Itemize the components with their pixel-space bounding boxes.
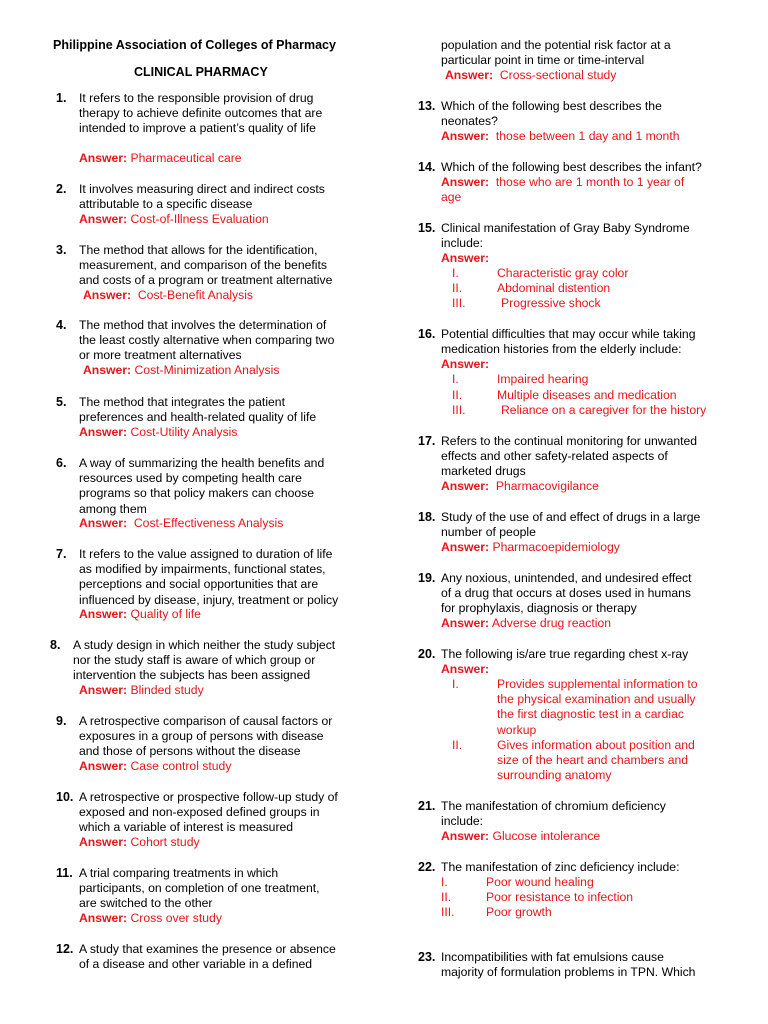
roman-numeral: II.: [452, 281, 463, 295]
answer: [441, 829, 600, 844]
question-number: 22.: [418, 860, 436, 874]
question-text: The manifestation of chromium deficiency include:: [441, 799, 666, 829]
question-number: 14.: [418, 160, 436, 174]
document-organization: Philippine Association of Colleges of Pharmacy: [53, 38, 336, 52]
question-text: A study that examines the presence or absence of a disease and other variable in a defined: [79, 942, 336, 972]
question-text: A retrospective or prospective follow-up study of exposed and non-exposed defined groups in which a variable of interest is measured: [79, 790, 338, 835]
answer: [441, 129, 680, 144]
answer-text: Cost-Minimization Analysis: [134, 363, 280, 377]
question-number: 16.: [418, 327, 436, 341]
answer-item: Provides supplemental information to the physical examination and usually the first diagnostic test in a cardiac workup: [497, 677, 698, 737]
roman-numeral: I.: [452, 372, 459, 386]
answer-item: Multiple diseases and medication: [497, 388, 677, 402]
roman-numeral: I.: [441, 875, 448, 889]
answer-label: Answer:: [441, 479, 490, 493]
answer-label: Answer:: [79, 607, 128, 621]
question-number: 2.: [56, 182, 67, 196]
answer: [79, 425, 238, 440]
answer-text: Pharmacovigilance: [495, 479, 599, 493]
question-number: 3.: [56, 243, 67, 257]
answer: [83, 363, 279, 378]
answer: [79, 151, 242, 166]
answer-text: Cross over study: [130, 911, 222, 925]
answer-text: those who are 1 month to 1 year of age: [441, 175, 685, 205]
question-text: Study of the use of and effect of drugs in a large number of people: [441, 510, 701, 540]
roman-numeral: III.: [452, 296, 466, 310]
question-number: 1.: [56, 91, 67, 105]
roman-numeral: II.: [452, 388, 463, 402]
question-number: 17.: [418, 434, 436, 448]
question-number: 23.: [418, 950, 436, 964]
answer-label: Answer:: [79, 683, 128, 697]
question-number: 12.: [56, 942, 74, 956]
answer-text: Adverse drug reaction: [491, 616, 612, 630]
answer-item: Gives information about position and size of the heart and chambers and surrounding anatomy: [497, 738, 695, 783]
question-text: Incompatibilities with fat emulsions cause majority of formulation problems in TPN. Which: [441, 950, 696, 980]
answer: [441, 540, 620, 555]
answer-label: Answer:: [441, 357, 490, 371]
answer-text: those between 1 day and 1 month: [495, 129, 680, 143]
question-number: 19.: [418, 571, 436, 585]
answer-label: Answer:: [79, 151, 128, 165]
answer-label: Answer:: [441, 662, 490, 676]
answer: [441, 175, 731, 205]
answer-text: Cost-Utility Analysis: [130, 425, 238, 439]
answer-item: Reliance on a caregiver for the history: [501, 403, 707, 417]
roman-numeral: I.: [452, 266, 459, 280]
answer-text: Blinded study: [130, 683, 204, 697]
question-number: 4.: [56, 318, 67, 332]
answer: [79, 835, 200, 850]
question-text: Which of the following best describes the infant?: [441, 160, 702, 174]
answer: [83, 288, 253, 303]
answer-item: Poor growth: [486, 905, 552, 919]
answer-item: Impaired hearing: [497, 372, 589, 386]
question-number: 13.: [418, 99, 436, 113]
answer-label: Answer:: [79, 759, 128, 773]
answer-item: Poor wound healing: [486, 875, 594, 889]
answer-label: Answer:: [79, 425, 128, 439]
answer-label: Answer:: [79, 516, 128, 530]
roman-numeral: III.: [441, 905, 455, 919]
question-text: Which of the following best describes the neonates?: [441, 99, 662, 129]
question-number: 10.: [56, 790, 74, 804]
answer-label: Answer:: [441, 540, 490, 554]
question-text: The following is/are true regarding chest x-ray: [441, 647, 689, 661]
question-text: Clinical manifestation of Gray Baby Syndrome include:: [441, 221, 690, 251]
question-number: 18.: [418, 510, 436, 524]
roman-numeral: III.: [452, 403, 466, 417]
question-text: The method that allows for the identification, measurement, and comparison of the benefits and costs of a program or treatment alternative: [79, 243, 333, 288]
answer-text: Cost-of-Illness Evaluation: [130, 212, 269, 226]
question-text: It refers to the responsible provision of drug therapy to achieve definite outcomes that are intended to improve a patient’s quality of life: [79, 91, 323, 136]
answer-label: Answer:: [79, 835, 128, 849]
answer-text: Pharmacoepidemiology: [492, 540, 620, 554]
answer: [79, 607, 201, 622]
question-text: A retrospective comparison of causal factors or exposures in a group of persons with disease and those of persons without the disease: [79, 714, 333, 759]
answer-text: Cross-sectional study: [499, 68, 617, 82]
question-text-continuation: population and the potential risk factor at a particular point in time or time-interval: [441, 38, 671, 68]
answer-label: Answer:: [83, 363, 132, 377]
question-number: 21.: [418, 799, 436, 813]
answer: [79, 683, 204, 698]
question-text: Potential difficulties that may occur while taking medication histories from the elderly include:: [441, 327, 696, 357]
roman-numeral: II.: [441, 890, 452, 904]
answer-label: Answer:: [441, 129, 490, 143]
question-number: 9.: [56, 714, 67, 728]
question-text: A way of summarizing the health benefits and resources used by competing health care programs so that policy makers can choose among them: [79, 456, 325, 516]
question-number: 20.: [418, 647, 436, 661]
answer: [79, 516, 283, 531]
answer: [441, 251, 489, 266]
answer-label: Answer:: [441, 251, 490, 265]
question-number: 6.: [56, 456, 67, 470]
answer-label: Answer:: [445, 68, 494, 82]
answer-item: Poor resistance to infection: [486, 890, 634, 904]
answer: [441, 357, 489, 372]
answer-label: Answer:: [441, 616, 490, 630]
answer-text: Quality of life: [130, 607, 201, 621]
question-text: It refers to the value assigned to duration of life as modified by impairments, functional states, perceptions and social opportunities that are influenced by disease, injury, treatment or policy: [79, 547, 339, 607]
answer: [441, 479, 599, 494]
answer: [79, 759, 231, 774]
roman-numeral: I.: [452, 677, 459, 691]
roman-numeral: II.: [452, 738, 463, 752]
answer-item: Characteristic gray color: [497, 266, 629, 280]
answer-label: Answer:: [79, 212, 128, 226]
answer-text: Cohort study: [130, 835, 200, 849]
answer: [79, 911, 222, 926]
answer-label: Answer:: [441, 829, 490, 843]
answer-label: Answer:: [83, 288, 132, 302]
question-number: 7.: [56, 547, 67, 561]
question-text: A trial comparing treatments in which participants, on completion of one treatment, are switched to the other: [79, 866, 320, 911]
question-text: The method that involves the determination of the least costly alternative when comparing two or more treatment alternatives: [79, 318, 335, 363]
answer-label: Answer:: [79, 911, 128, 925]
answer-text: Case control study: [130, 759, 232, 773]
question-number: 15.: [418, 221, 436, 235]
question-text: Any noxious, unintended, and undesired effect of a drug that occurs at doses used in humans for prophylaxis, diagnosis or therapy: [441, 571, 692, 616]
question-text: Refers to the continual monitoring for unwanted effects and other safety-related aspects of marketed drugs: [441, 434, 698, 479]
question-number: 11.: [56, 866, 73, 880]
question-number: 8.: [50, 638, 61, 652]
answer-item: Abdominal distention: [497, 281, 611, 295]
question-number: 5.: [56, 395, 67, 409]
answer-text: Cost-Benefit Analysis: [137, 288, 254, 302]
answer: [445, 68, 616, 83]
question-text: The manifestation of zinc deficiency include:: [441, 860, 680, 874]
answer: [79, 212, 269, 227]
question-text: A study design in which neither the study subject nor the study staff is aware of which group or intervention the subjects has been assigned: [73, 638, 336, 683]
answer: [441, 616, 611, 631]
answer: [441, 662, 489, 677]
question-text: The method that integrates the patient preferences and health-related quality of life: [79, 395, 317, 425]
answer-text: Cost-Effectiveness Analysis: [133, 516, 284, 530]
document-title: CLINICAL PHARMACY: [134, 65, 268, 79]
answer-text: Pharmaceutical care: [130, 151, 242, 165]
question-text: It involves measuring direct and indirect costs attributable to a specific disease: [79, 182, 325, 212]
answer-label: Answer:: [441, 175, 490, 189]
answer-item: Progressive shock: [501, 296, 601, 310]
answer-text: Glucose intolerance: [492, 829, 601, 843]
